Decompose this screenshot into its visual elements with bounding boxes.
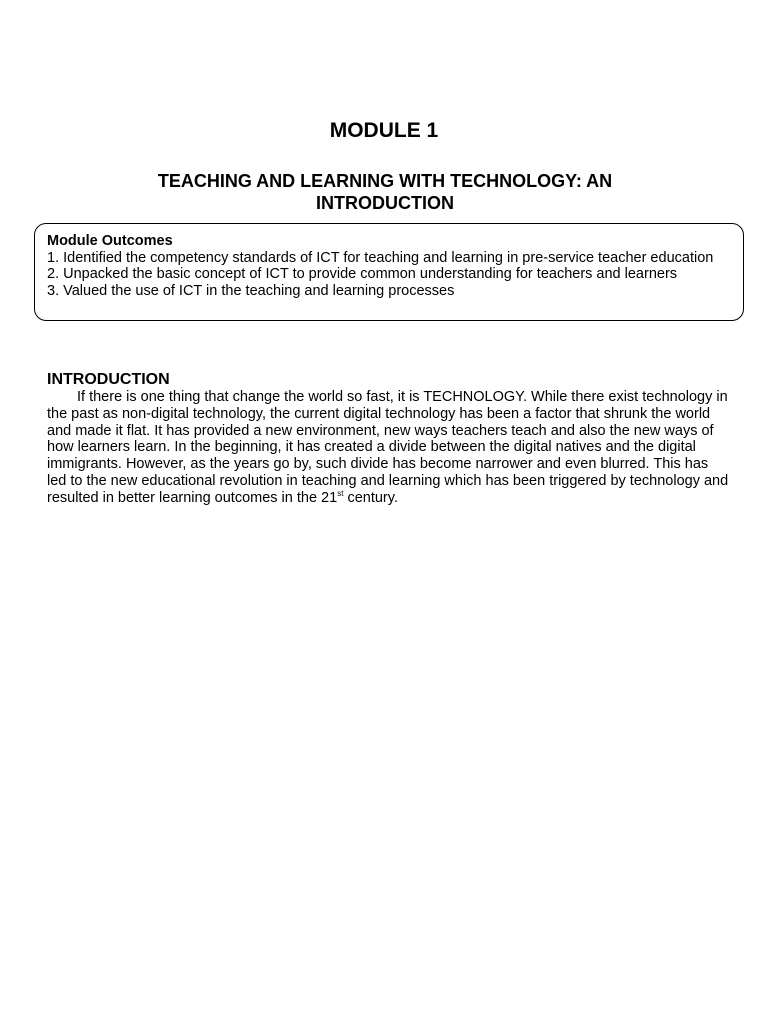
module-outcomes-content [47,233,737,299]
module-outcomes-heading: Module Outcomes [47,233,173,249]
outcome-item-1: 1. Identified the competency standards of ICT for teaching and learning in pre-service teacher education [47,249,714,266]
introduction-heading: INTRODUCTION [47,371,170,388]
module-subtitle: TEACHING AND LEARNING WITH TECHNOLOGY: AN INTRODUCTION [157,171,613,213]
module-outcomes-box [34,223,744,321]
outcome-item-2: 2. Unpacked the basic concept of ICT to provide common understanding for teachers and learners [47,266,678,283]
introduction-text: If there is one thing that change the world so fast, it is TECHNOLOGY. While there exist technology in the past as non-digital technology, the current digital technology has been a factor that shrunk the world and made it flat. It has provided a new environment, new ways teachers teach and also the new ways of how learners learn. In the beginning, it has created a divide between the digital natives and the digital immigrants. However, as the years go by, such divide has become narrower and even blurred. This has led to the new educational revolution in teaching and learning which has been triggered by technology and resulted in better learning outcomes in the 21 [47,389,729,506]
ordinal-superscript: st [337,488,344,498]
introduction-text-end: century. [343,489,398,506]
outcome-item-3: 3. Valued the use of ICT in the teaching and learning processes [47,282,455,299]
introduction-paragraph [47,389,729,507]
module-title: MODULE 1 [329,119,439,142]
